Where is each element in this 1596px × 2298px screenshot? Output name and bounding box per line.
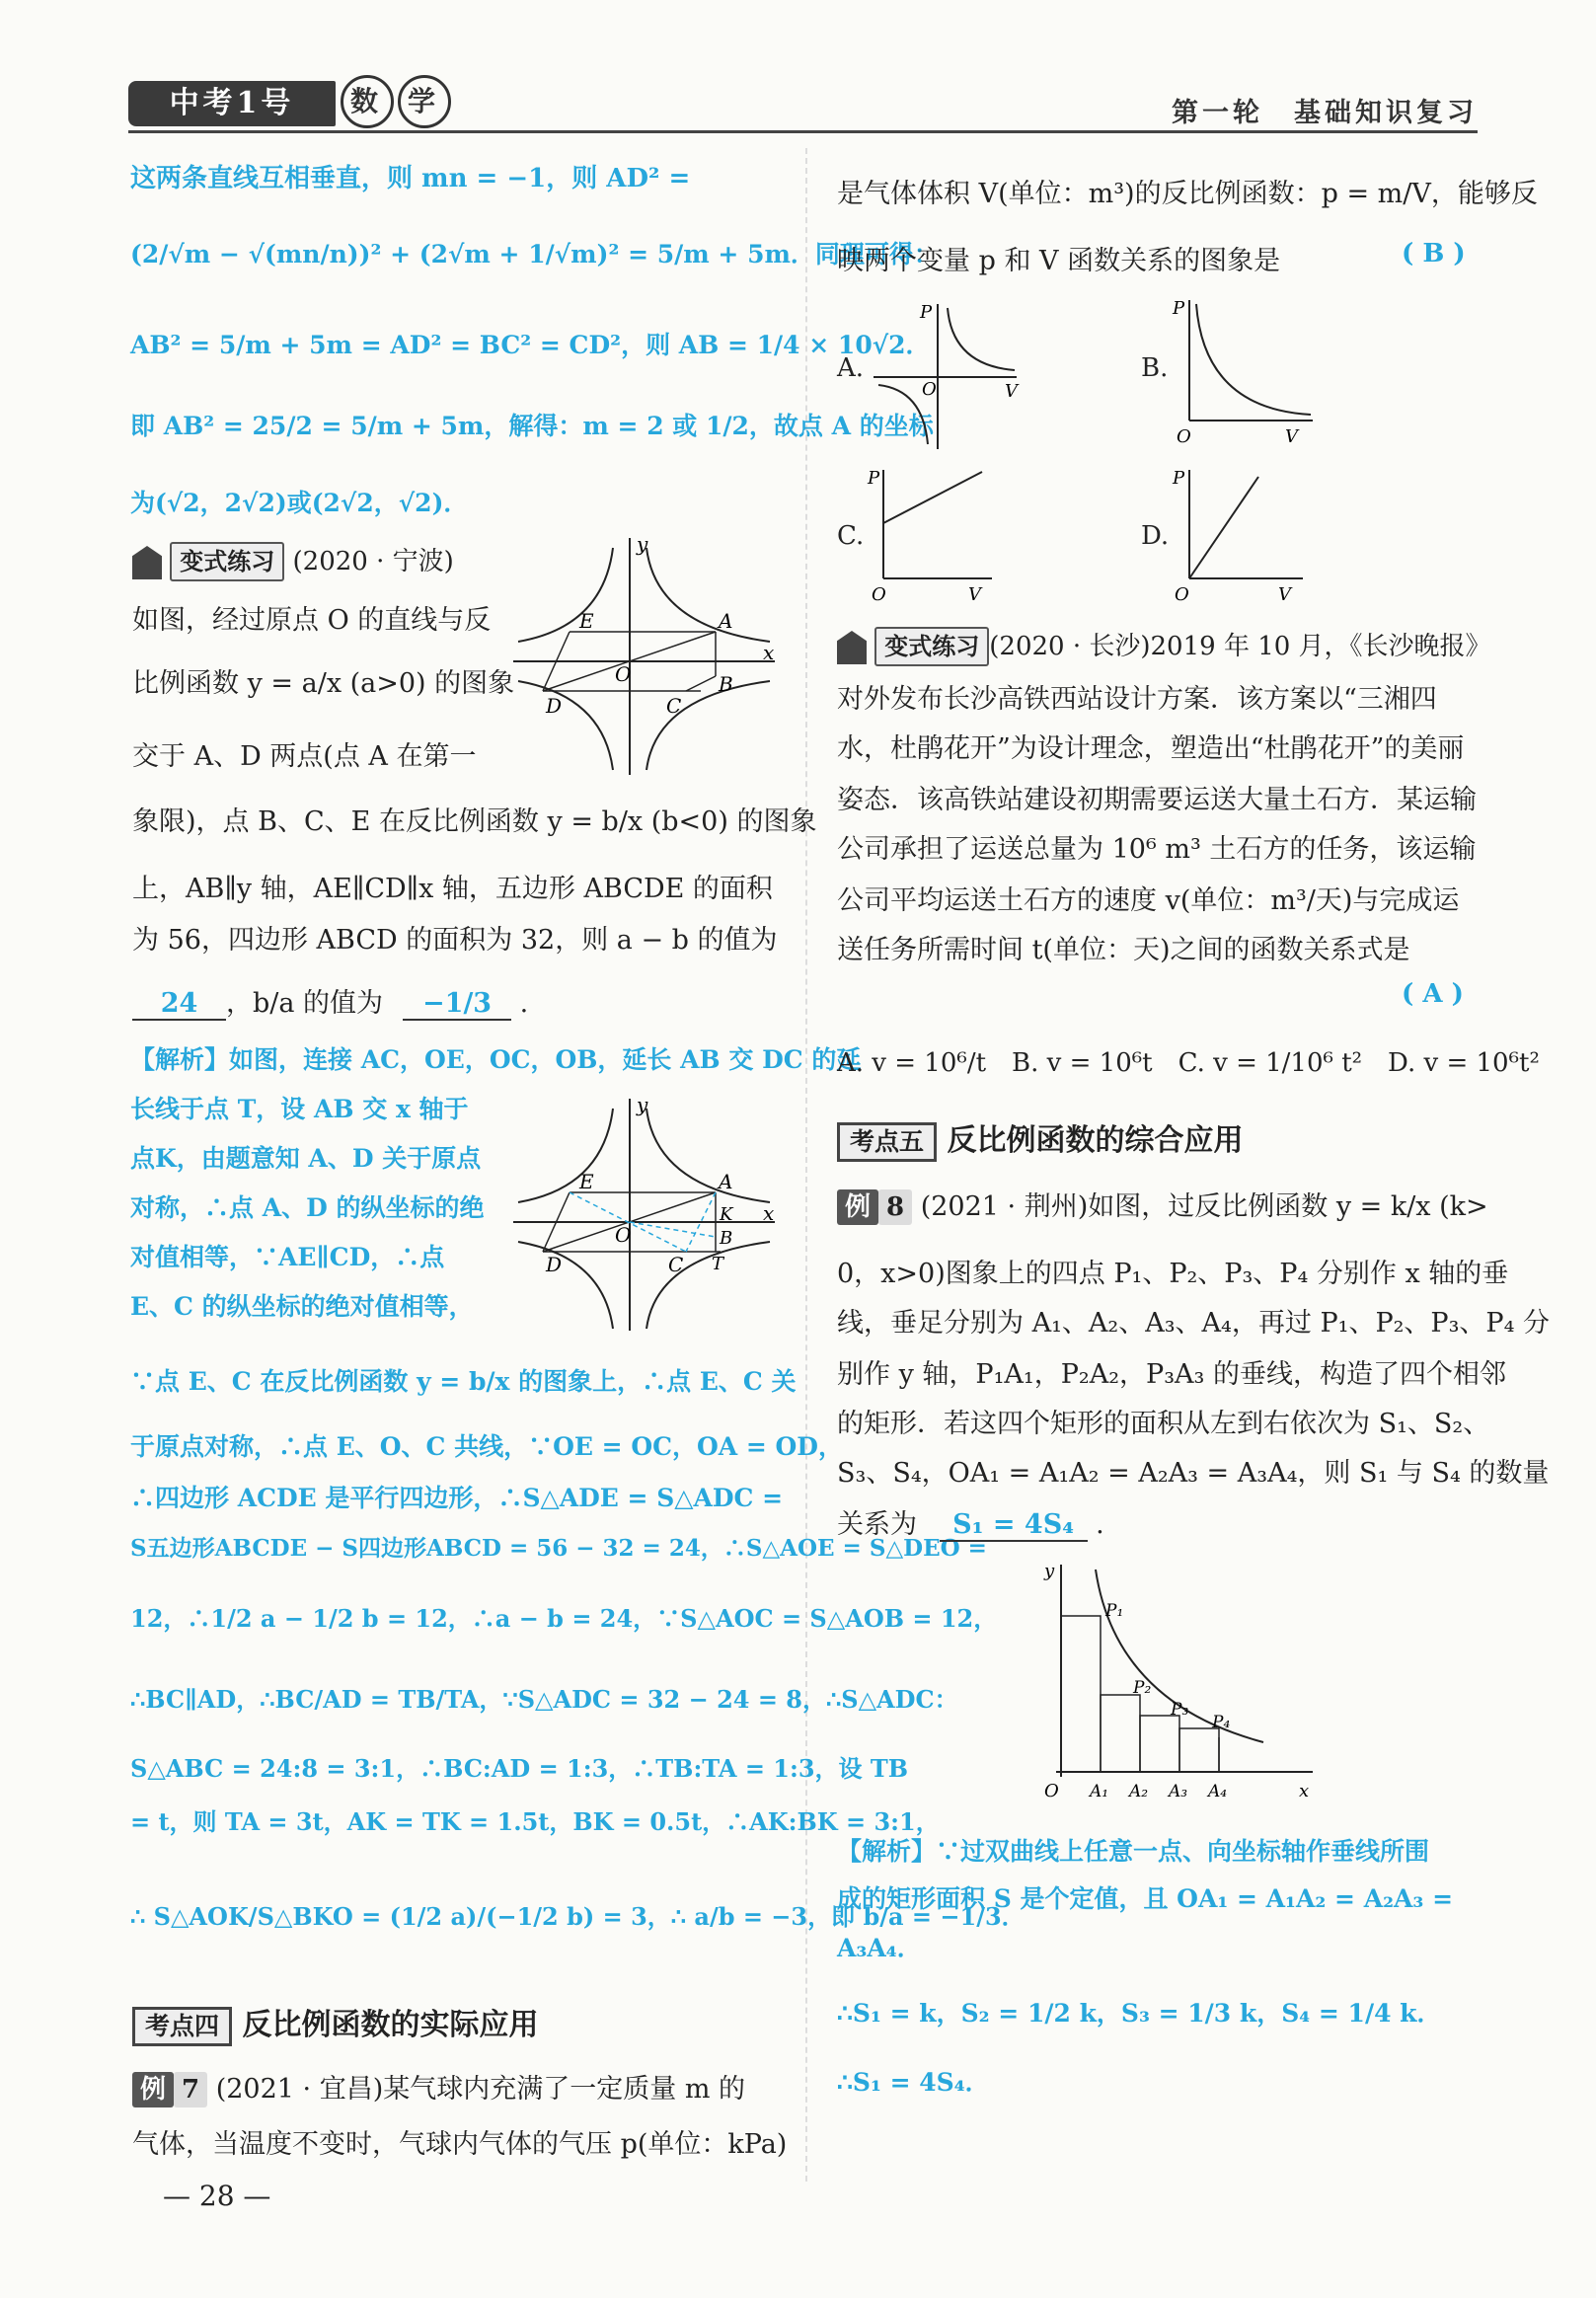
example-7-line-2: 气体，当温度不变时，气球内气体的气压 p(单位：kPa) bbox=[132, 2129, 788, 2160]
analysis-2-line-5: ∴S₁ = 4S₄． bbox=[837, 2068, 990, 2097]
a-v-label: V bbox=[1005, 381, 1018, 402]
analysis-line-4: 对称，∴点 A、D 的纵坐标的绝 bbox=[130, 1193, 485, 1222]
question-line-6: 为 56，四边形 ABCD 的面积为 32，则 a − b 的值为 bbox=[132, 925, 778, 956]
subject-logo bbox=[341, 75, 455, 128]
example-8-line-4: 别作 y 轴，P₁A₁，P₂A₂，P₃A₃ 的垂线，构造了四个相邻 bbox=[837, 1359, 1506, 1390]
example-7-tag: 例 bbox=[132, 2072, 174, 2107]
b-o-label: O bbox=[1177, 426, 1191, 447]
analysis-2-text-1: ∵过双曲线上任意一点、向坐标轴作垂线所围 bbox=[936, 1837, 1430, 1866]
analysis-line-9: ∴四边形 ACDE 是平行四边形，∴S△ADE = S△ADC = bbox=[130, 1484, 784, 1512]
r-a2-label: A₂ bbox=[1129, 1782, 1149, 1801]
variant-tag: 变式练习 bbox=[170, 542, 284, 581]
pencil-icon bbox=[132, 546, 162, 579]
variant-2-line-7: 送任务所需时间 t(单位：天)之间的函数关系式是 bbox=[837, 935, 1410, 965]
g2-b-label: B bbox=[720, 1228, 733, 1249]
d-v-label: V bbox=[1278, 584, 1291, 605]
analysis-line-1 bbox=[130, 1040, 861, 1076]
analysis-line-7: ∵点 E、C 在反比例函数 y = b/x 的图象上，∴点 E、C 关 bbox=[130, 1367, 797, 1396]
question-line-5: 上，AB∥y 轴，AE∥CD∥x 轴，五边形 ABCDE 的面积 bbox=[132, 874, 773, 904]
variant-practice-heading bbox=[132, 541, 454, 581]
g1-e-label: E bbox=[579, 609, 594, 633]
rectangles-graph bbox=[1007, 1555, 1323, 1811]
g1-o-label: O bbox=[615, 662, 632, 686]
solution-line-3: AB² = 5/m + 5m = AD² = BC² = CD²，则 AB = 1/4 × 10√2． bbox=[130, 331, 931, 359]
r-y-label: y bbox=[1044, 1561, 1055, 1581]
r-a1-label: A₁ bbox=[1090, 1782, 1109, 1801]
kaodian-5-title: 反比例函数的综合应用 bbox=[947, 1123, 1244, 1158]
page-header bbox=[0, 0, 1596, 148]
c-o-label: O bbox=[872, 584, 886, 605]
subject-char-1: 数 bbox=[341, 75, 394, 128]
c-p-label: P bbox=[868, 468, 880, 489]
kaodian-5-tag: 考点五 bbox=[837, 1122, 937, 1162]
c-v-label: V bbox=[968, 584, 981, 605]
g1-x-label: x bbox=[763, 641, 775, 664]
analysis-line-8: 于原点对称，∴点 E、O、C 共线，∵OE = OC，OA = OD， bbox=[130, 1432, 843, 1461]
r-x-label: x bbox=[1299, 1781, 1310, 1801]
variant-2-line-6: 公司平均运送土石方的速度 v(单位：m³/天)与完成运 bbox=[837, 885, 1460, 916]
answer-mid-text: ，b/a 的值为 bbox=[226, 988, 384, 1019]
d-p-label: P bbox=[1173, 468, 1185, 489]
g2-y-label: y bbox=[637, 1094, 648, 1116]
g1-b-label: B bbox=[719, 672, 733, 696]
example-8-line-3: 线，垂足分别为 A₁、A₂、A₃、A₄，再过 P₁、P₂、P₃、P₄ 分 bbox=[837, 1308, 1550, 1339]
analysis-tag: 【解析】 bbox=[130, 1045, 230, 1074]
analysis-line-11: 12，∴1/2 a − 1/2 b = 12，∴a − b = 24，∵S△AOC = S△AOB = 12， bbox=[130, 1604, 998, 1633]
analysis-2-line-1 bbox=[837, 1832, 1429, 1868]
example-7-line-1 bbox=[132, 2067, 745, 2107]
variant-2-line-4: 姿态．该高铁站建设初期需要运送大量土石方．某运输 bbox=[837, 785, 1477, 815]
option-c-label: C. bbox=[837, 521, 865, 551]
g2-k-label: K bbox=[720, 1204, 733, 1225]
option-b-label: B. bbox=[1141, 353, 1169, 383]
analysis-line-3: 点K，由题意知 A、D 关于原点 bbox=[130, 1144, 482, 1173]
hyperbola-graph-2 bbox=[508, 1094, 780, 1336]
hyperbola-graph-1 bbox=[508, 533, 780, 780]
a-p-label: P bbox=[920, 302, 933, 323]
q7-line-1: 是气体体积 V(单位：m³)的反比例函数：p = m/V，能够反 bbox=[837, 179, 1538, 209]
g1-a-label: A bbox=[719, 609, 733, 633]
g2-e-label: E bbox=[579, 1170, 594, 1193]
option-a-label: A. bbox=[837, 353, 865, 383]
example-8-text-1: (2021 · 荆州)如图，过反比例函数 y = k/x (k> bbox=[920, 1191, 1488, 1222]
r-p4-label: P₄ bbox=[1212, 1713, 1231, 1732]
g2-x-label: x bbox=[763, 1201, 775, 1225]
series-logo: 中考1号 bbox=[128, 81, 336, 126]
g1-c-label: C bbox=[666, 694, 682, 718]
variant-2-heading bbox=[837, 626, 1491, 666]
solution-line-4: 即 AB² = 25/2 = 5/m + 5m，解得：m = 2 或 1/2，故点 A 的坐标 bbox=[130, 412, 934, 440]
example-8-number: 8 bbox=[878, 1189, 912, 1225]
variant-source: (2020 · 宁波) bbox=[292, 547, 454, 576]
g2-a-label: A bbox=[719, 1170, 733, 1193]
option-a-graph bbox=[869, 296, 1036, 454]
a-o-label: O bbox=[922, 379, 937, 400]
header-rule bbox=[128, 130, 1478, 133]
variant-2-answer-text: ( A ) bbox=[1402, 979, 1464, 1009]
b-p-label: P bbox=[1173, 298, 1185, 319]
r-p2-label: P₂ bbox=[1133, 1678, 1152, 1698]
page-number: — 28 — bbox=[163, 2180, 271, 2212]
analysis-2-tag: 【解析】 bbox=[837, 1837, 937, 1866]
variant-2-answer bbox=[1402, 979, 1464, 1009]
d-o-label: O bbox=[1175, 584, 1189, 605]
option-c-graph bbox=[864, 462, 1002, 610]
running-head: 第一轮 基础知识复习 bbox=[1172, 98, 1478, 128]
r-p1-label: P₁ bbox=[1105, 1601, 1124, 1621]
option-d-label: D. bbox=[1141, 521, 1170, 551]
kaodian-5-heading bbox=[837, 1115, 1243, 1162]
r-o-label: O bbox=[1044, 1781, 1059, 1801]
example-8-line-6: S₃、S₄，OA₁ = A₁A₂ = A₂A₃ = A₃A₄，则 S₁ 与 S₄ 的数量 bbox=[837, 1458, 1550, 1489]
r-a3-label: A₃ bbox=[1169, 1782, 1188, 1801]
question-line-2: 比例函数 y = a/x (a>0) 的图象 bbox=[132, 668, 515, 699]
variant-2-line-5: 公司承担了运送总量为 10⁶ m³ 土石方的任务，该运输 bbox=[837, 834, 1477, 865]
variant-2-line-1: (2020 · 长沙)2019 年 10 月，《长沙晚报》 bbox=[989, 632, 1491, 661]
analysis-2-line-2: 成的矩形面积 S 是个定值，且 OA₁ = A₁A₂ = A₂A₃ = bbox=[837, 1884, 1454, 1913]
example-7-number: 7 bbox=[174, 2072, 207, 2107]
option-b-graph bbox=[1165, 292, 1323, 450]
question-line-1: 如图，经过原点 O 的直线与反 bbox=[132, 605, 492, 636]
analysis-line-2: 长线于点 T，设 AB 交 x 轴于 bbox=[130, 1095, 469, 1123]
r-p3-label: P₃ bbox=[1171, 1700, 1189, 1720]
option-d-graph bbox=[1165, 462, 1313, 610]
solution-line-2: (2/√m − √(mn/n))² + (2√m + 1/√m)² = 5/m + 5m．同理可得： bbox=[130, 240, 939, 268]
g2-t-label: T bbox=[712, 1254, 724, 1274]
example-8-tag: 例 bbox=[837, 1189, 878, 1225]
kaodian-4-tag: 考点四 bbox=[132, 2007, 232, 2046]
question-line-3: 交于 A、D 两点(点 A 在第一 bbox=[132, 741, 477, 772]
analysis-line-13: S△ABC = 24:8 = 3:1，∴BC:AD = 1:3，∴TB:TA = 1:3，设 TB bbox=[130, 1754, 909, 1783]
g2-c-label: C bbox=[668, 1253, 684, 1276]
example-8-line-5: 的矩形．若这四个矩形的面积从左到右依次为 S₁、S₂、 bbox=[837, 1409, 1490, 1439]
solution-line-1: 这两条直线互相垂直，则 mn = −1，则 AD² = bbox=[130, 164, 691, 193]
pencil-icon-2 bbox=[837, 631, 867, 664]
example-7-text-1: (2021 · 宜昌)某气球内充满了一定质量 m 的 bbox=[215, 2074, 745, 2105]
kaodian-4-title: 反比例函数的实际应用 bbox=[242, 2008, 539, 2042]
analysis-line-15: ∴ S△AOK/S△BKO = (1/2 a)/(−1/2 b) = 3，∴ a/b = −3，即 b/a = −1/3． bbox=[130, 1902, 1026, 1931]
analysis-line-12: ∴BC∥AD，∴BC/AD = TB/TA，∵S△ADC = 32 − 24 = 8，∴S△ADC： bbox=[130, 1685, 958, 1714]
variant-2-line-3: 水，杜鹃花开”为设计理念，塑造出“杜鹃花开”的美丽 bbox=[837, 733, 1465, 764]
answer-blank-1: 24 bbox=[132, 988, 226, 1021]
analysis-2-line-4: ∴S₁ = k，S₂ = 1/2 k，S₃ = 1/3 k，S₄ = 1/4 k． bbox=[837, 1999, 1442, 2028]
analysis-text-1: 如图，连接 AC，OE，OC，OB，延长 AB 交 DC 的延 bbox=[229, 1045, 862, 1074]
variant-2-line-2: 对外发布长沙高铁西站设计方案．该方案以“三湘四 bbox=[837, 684, 1437, 715]
analysis-line-14: = t，则 TA = 3t，AK = TK = 1.5t，BK = 0.5t，∴AK:BK = 3:1， bbox=[130, 1807, 940, 1836]
subject-char-2: 学 bbox=[398, 75, 451, 128]
example-8-line-2: 0，x>0)图象上的四点 P₁、P₂、P₃、P₄ 分别作 x 轴的垂 bbox=[837, 1259, 1509, 1289]
b-v-label: V bbox=[1285, 426, 1298, 447]
question-line-4: 象限)，点 B、C、E 在反比例函数 y = b/x (b<0) 的图象 bbox=[132, 806, 817, 837]
q7-answer bbox=[1402, 239, 1466, 268]
q7-line-2: 映两个变量 p 和 V 函数关系的图象是 bbox=[837, 246, 1281, 276]
q7-answer-text: ( B ) bbox=[1402, 239, 1466, 268]
analysis-2-line-3: A₃A₄． bbox=[837, 1934, 922, 1962]
example-8-line-1 bbox=[837, 1185, 1488, 1225]
g2-d-label: D bbox=[546, 1253, 563, 1276]
analysis-line-10: S五边形ABCDE − S四边形ABCD = 56 − 32 = 24，∴S△AOE = S△DEO = bbox=[130, 1535, 987, 1562]
example-8-text-7: 关系为 bbox=[837, 1509, 917, 1540]
solution-line-5: 为(√2，2√2)或(2√2，√2)． bbox=[130, 489, 469, 517]
kaodian-4-heading bbox=[132, 2000, 538, 2046]
example-8-line-7: 关系为 S₁ = 4S₄ . bbox=[837, 1509, 1104, 1540]
g1-y-label: y bbox=[637, 533, 648, 556]
g1-d-label: D bbox=[546, 694, 563, 718]
example-8-blank: S₁ = 4S₄ bbox=[940, 1509, 1088, 1542]
analysis-line-5: 对值相等，∵AE∥CD，∴点 bbox=[130, 1243, 445, 1271]
variant-2-options: A. v = 10⁶/t B. v = 10⁶t C. v = 1/10⁶ t² D. v = 10⁶t² bbox=[837, 1048, 1540, 1078]
column-divider bbox=[805, 148, 807, 2182]
answer-line: 24 ，b/a 的值为 −1/3 . bbox=[132, 981, 528, 1021]
analysis-line-6: E、C 的纵坐标的绝对值相等， bbox=[130, 1292, 474, 1321]
r-a4-label: A₄ bbox=[1208, 1782, 1228, 1801]
variant-2-tag: 变式练习 bbox=[874, 627, 989, 666]
g2-o-label: O bbox=[615, 1223, 632, 1247]
answer-blank-2: −1/3 bbox=[403, 988, 511, 1021]
